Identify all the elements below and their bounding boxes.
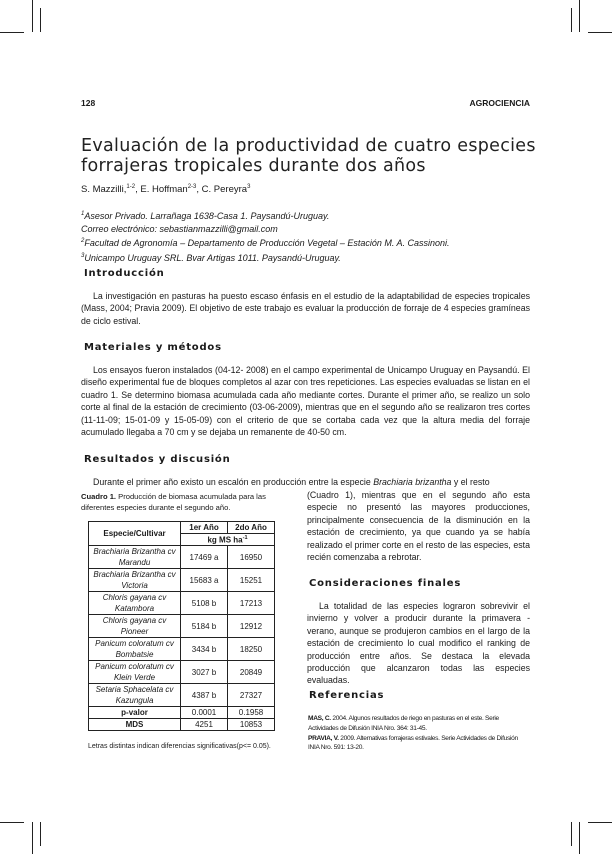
table-cell-year2: 20849 [228,661,275,684]
affil-sup: 1 [81,211,85,217]
references-list [308,714,530,753]
table-cell-year1: 4387 b [181,684,228,707]
crop-mark [0,32,24,33]
crop-mark [571,822,572,846]
results-species: Brachiaria brizantha [373,477,452,487]
table-cell-year1: 15683 a [181,569,228,592]
author-name: S. Mazzilli, [81,184,127,196]
author-affil-sup: 1-2 [126,184,136,190]
reference-item [308,734,530,754]
crop-mark [571,8,572,32]
table-footnote: Letras distintas indican diferencias significativas(p<= 0.05). [88,743,271,750]
crop-mark [0,822,24,823]
table-row [89,546,275,569]
crop-mark [579,0,580,32]
unit-text: kg MS ha [207,535,243,545]
table-cell-year2: 12912 [228,615,275,638]
table-caption [81,492,291,513]
section-heading-intro: Introducción [84,268,165,279]
results-paragraph-col2: (Cuadro 1), mientras que en el segundo año esta especie no presentó las mayores producciones, principalmente consecuencia de la disminución en la estación de crecimiento, ya que cuando ya se había realizado el primer corte en el resto de las especies, esta recién comenzaba a rebrotar. [307,490,530,563]
table-cell-cultivar: Brachiaria Brizantha cv Marandu [89,546,181,569]
reference-text: 2004. Algunos resultados de riego en pasturas en el este. Serie Actividades de Difusión INIA Nro. 364: 31-45. [308,715,499,732]
affiliation-line [81,250,450,265]
reference-author: MAS, C. [308,715,331,722]
author-list [81,184,250,195]
affiliation-line [81,223,450,236]
table-cell-year1: 17469 a [181,546,228,569]
table-header-cultivar: Especie/Cultivar [89,522,181,546]
table-row [89,684,275,707]
intro-paragraph: La investigación en pasturas ha puesto escaso énfasis en el estudio de la adaptabilidad de especies tropicales (Mass, 2004; Pravia 2009). El objetivo de este trabajo es evaluar la producción de forraje de 4 especies gramíneas de ciclo estival. [81,291,530,326]
crop-mark [579,822,580,854]
affiliation-line [81,235,450,250]
table-cell-cultivar: Panicum coloratum cv Klein Verde [89,661,181,684]
author-affil-sup: 2-3 [187,184,197,190]
table-cell-mds-label: MDS [89,719,181,731]
table-cell-cultivar: Chloris gayana cv Pioneer [89,615,181,638]
affil-sup: 2 [81,238,85,244]
table-header-unit [181,534,275,546]
biomass-table [88,521,275,731]
reference-item [308,714,530,734]
results-text: Durante el primer año existo un escalón en producción entre la especie [93,477,371,487]
table-header-year1: 1er Año [181,522,228,534]
author-name: , E. Hoffman [135,184,188,196]
crop-mark [588,32,612,33]
table-row [89,569,275,592]
affiliation-line [81,208,450,223]
crop-mark [32,0,33,32]
crop-mark [40,822,41,846]
table-cell-cultivar: Setaria Sphacelata cv Kazungula [89,684,181,707]
table-row-mds [89,719,275,731]
table-cell-cultivar: Panicum coloratum cv Bombatsie [89,638,181,661]
table-cell-year2: 16950 [228,546,275,569]
crop-mark [588,822,612,823]
table-cell-pvalue-year1: 0.0001 [181,707,228,719]
table-cell-year1: 5184 b [181,615,228,638]
table-cell-year2: 15251 [228,569,275,592]
article-title: Evaluación de la productividad de cuatro especies forrajeras tropicales durante dos años [81,136,536,176]
methods-paragraph: Los ensayos fueron instalados (04-12- 2008) en el campo experimental de Unicampo Uruguay en Paysandú. El diseño experimental fue de bloques completos al azar con tres repeticiones. Las especies evaluadas se listan en el cuadro 1. Se determino biomasa acumulada cada año mediante cortes. Durante el primer año, se realizo un solo corte al final de la estación de crecimiento (03-06-2009), mientras que en el segundo año se realizaron tres cortes (11-11-09; 15-01-09 y 15-05-09) con el criterio de que se cortaba cada vez que la altura media del forraje acumulado llegaba a 70 cm y se dejaba un remanente de 40-50 cm. [81,365,530,438]
reference-text: 2009. Alternativas forrajeras estivales. Serie Actividades de Difusión INIA Nro. 591: 13-20. [308,734,518,752]
table-header-row [89,522,275,534]
results-text-tail: y el resto [453,477,490,487]
table-cell-year2: 27327 [228,684,275,707]
crop-mark [40,8,41,32]
table-caption-label: Cuadro 1. [81,492,117,501]
affil-text: Unicampo Uruguay SRL. Bvar Artigas 1011. Paysandú-Uruguay. [84,252,341,263]
section-heading-conclusions: Consideraciones finales [309,578,462,589]
table-row [89,592,275,615]
section-heading-references: Referencias [309,690,385,701]
conclusions-paragraph: La totalidad de las especies lograron sobrevivir el invierno y volver a producir durante la primavera - verano, aunque se produjeron cambios en el largo de la estación de crecimiento lo cual modifico el ranking de producción entre años. Se destaca la elevada producción que alcanzaron todas las especies evaluadas. [307,601,530,686]
author-affil-sup: 3 [247,184,251,190]
affil-sup: 3 [81,252,85,259]
affiliations [81,208,450,264]
crop-mark [32,822,33,854]
table-cell-pvalue-label: p-valor [89,707,181,719]
results-paragraph-lead [81,476,530,488]
table-cell-pvalue-year2: 0.1958 [228,707,275,719]
table-row [89,661,275,684]
section-heading-results: Resultados y discusión [84,454,231,465]
table-cell-year1: 5108 b [181,592,228,615]
page-number: 128 [81,98,96,108]
unit-sup: -1 [242,534,248,541]
table-cell-year2: 18250 [228,638,275,661]
table-cell-year1: 3434 b [181,638,228,661]
table-cell-mds-year1: 4251 [181,719,228,731]
table-row [89,615,275,638]
table-cell-year2: 17213 [228,592,275,615]
affil-text: Facultad de Agronomía – Departamento de Producción Vegetal – Estación M. A. Cassinoni. [84,238,450,248]
table-cell-cultivar: Chloris gayana cv Katambora [89,592,181,615]
journal-name: AGROCIENCIA [469,98,530,108]
email-line: Correo electrónico: sebastianmazzilli@gmail.com [81,223,278,234]
table-cell-year1: 3027 b [181,661,228,684]
affil-text: Asesor Privado. Larrañaga 1638-Casa 1. Paysandú-Uruguay. [84,211,330,221]
table-cell-cultivar: Brachiaria Brizantha cv Victoria [89,569,181,592]
reference-author: PRAVIA, V. [308,734,339,742]
table-row [89,638,275,661]
author-name: , C. Pereyra [196,184,248,196]
section-heading-methods: Materiales y métodos [84,342,222,353]
table-cell-mds-year2: 10853 [228,719,275,731]
table-header-year2: 2do Año [228,522,275,534]
table-caption-text: Producción de biomasa acumulada para las diferentes especies durante el segundo año. [81,492,266,512]
table-row-pvalue [89,707,275,719]
